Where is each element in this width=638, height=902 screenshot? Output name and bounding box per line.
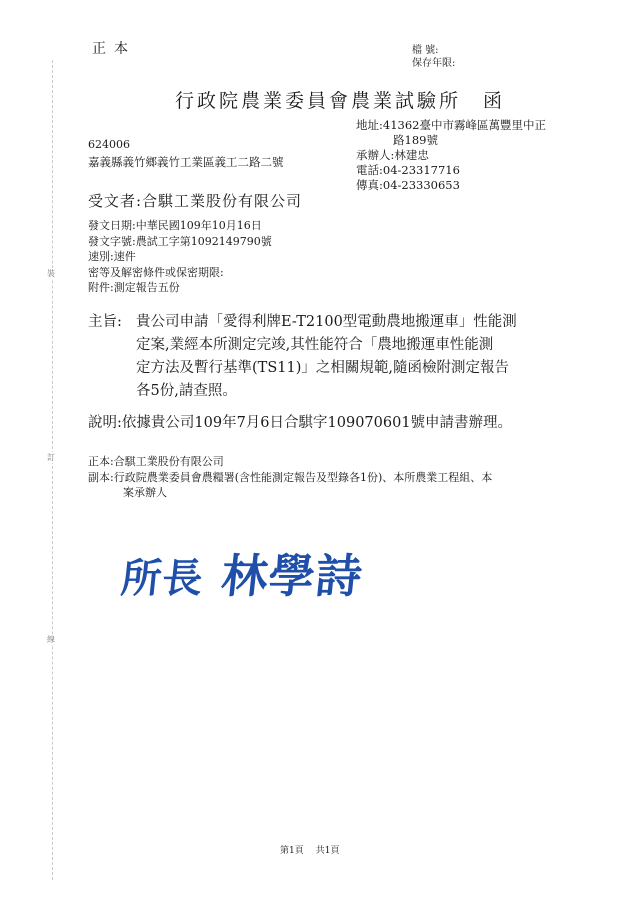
page-total: 共1頁 [315, 846, 340, 856]
org-name: 行政院農業委員會農業試驗所 [175, 90, 462, 112]
page-footer [280, 843, 339, 856]
attachment: 附件:測定報告五份 [88, 281, 180, 294]
document-meta [88, 218, 272, 296]
recipient: 受文者:合騏工業股份有限公司 [88, 192, 303, 210]
file-info [412, 44, 455, 70]
binding-mark-middle: 訂 [47, 453, 55, 462]
explanation-section [88, 411, 512, 432]
subject-line-2: 定案,業經本所測定完竣,其性能符合「農地搬運車性能測 [136, 337, 494, 353]
issue-date: 發文日期:中華民國109年10月16日 [88, 219, 262, 232]
binding-line [52, 60, 53, 880]
file-number-label: 檔 號: [412, 45, 439, 56]
subject-line-3: 定方法及暫行基準(TS11)」之相關規範,隨函檢附測定報告 [136, 360, 509, 376]
explanation-label: 說明: [88, 415, 122, 431]
director-signature [119, 540, 367, 606]
retention-label: 保存年限: [412, 58, 456, 69]
copy-label: 正本 [92, 41, 136, 57]
sender-address-line1: 地址:41362臺中市霧峰區萬豐里中正 [356, 118, 546, 132]
sender-info [356, 118, 546, 193]
handler: 承辦人:林建忠 [356, 148, 429, 162]
document-type: 函 [483, 90, 506, 112]
receiver-address: 嘉義縣義竹鄉義竹工業區義工二路二號 [88, 155, 284, 169]
subject-line-4: 各5份,請查照。 [136, 383, 237, 399]
copies-section [88, 454, 492, 501]
binding-mark-top: 裝 [47, 269, 55, 278]
original-copy: 正本:合騏工業股份有限公司 [88, 455, 224, 468]
subject-section [88, 311, 517, 403]
explanation-text: 依據貴公司109年7月6日合騏字109070601號申請書辦理。 [121, 415, 513, 431]
issue-number: 發文字號:農試工字第1092149790號 [88, 234, 272, 248]
signature-title: 所長 [118, 556, 206, 602]
page-number: 第1頁 [280, 846, 304, 856]
receiver-zip: 624006 [88, 138, 130, 151]
fax: 傳真:04-23330653 [356, 178, 460, 192]
subject-line-1: 貴公司申請「愛得利牌E-T2100型電動農地搬運車」性能測 [136, 314, 517, 330]
duplicate-copy-line1: 副本:行政院農業委員會農糧署(含性能測定報告及型錄各1份)、本所農業工程組、本 [88, 470, 493, 484]
duplicate-copy-line2: 案承辦人 [123, 486, 167, 499]
speed-class: 速別:速件 [88, 250, 136, 263]
document-title [175, 86, 505, 113]
signature-name: 林學詩 [218, 549, 366, 603]
subject-label: 主旨: [88, 314, 122, 330]
sender-address-line2: 路189號 [393, 133, 438, 147]
phone: 電話:04-23317716 [356, 163, 460, 177]
security-class: 密等及解密條件或保密期限: [88, 265, 224, 279]
binding-mark-bottom: 線 [47, 635, 55, 644]
